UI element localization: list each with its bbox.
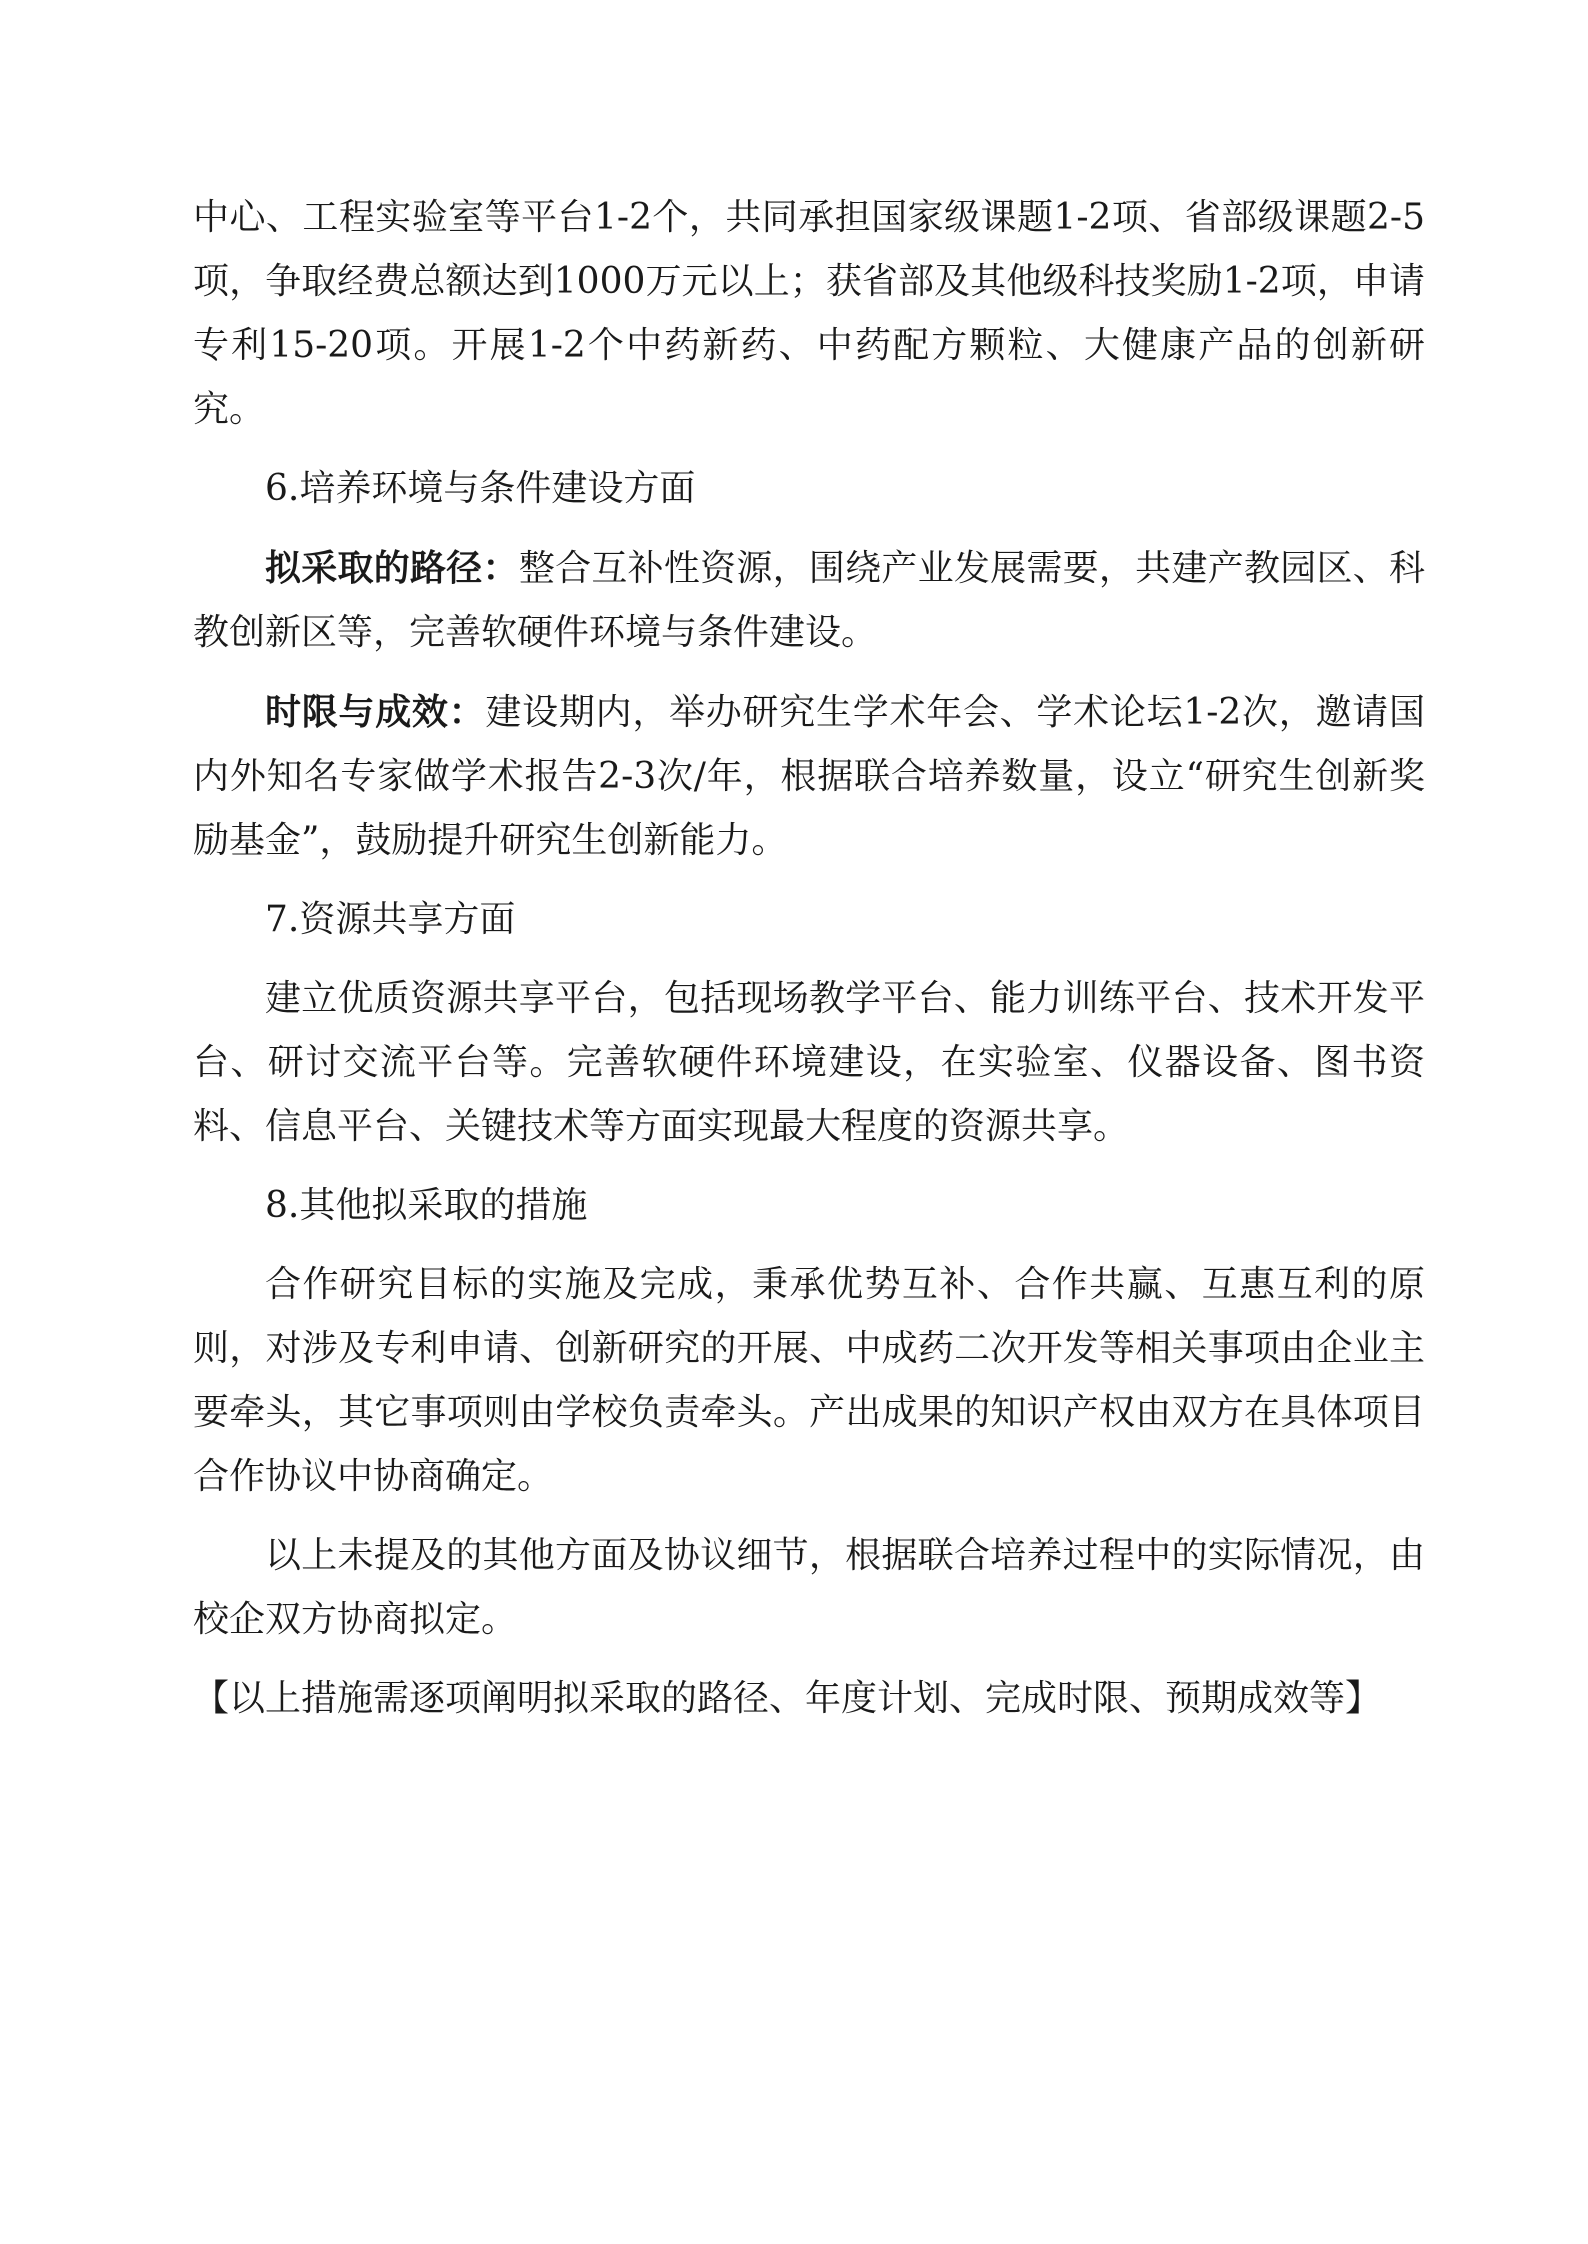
text-path: 整合互补性资源，围绕产业发展需要，共建产教园区、科教创新区等，完善软硬件环境与条件建设。 [193, 548, 1425, 653]
paragraph-other-measures: 合作研究目标的实施及完成，秉承优势互补、合作共赢、互惠互利的原则，对涉及专利申请、创新研究的开展、中成药二次开发等相关事项由企业主要牵头，其它事项则由学校负责牵头。产出成果的知识产权由双方在具体项目合作协议中协商确定。 [193, 1264, 1425, 1497]
heading-section-8: 8.其他拟采取的措施 [265, 1185, 588, 1226]
heading-section-6: 6.培养环境与条件建设方面 [265, 468, 696, 509]
paragraph-timeline [193, 680, 1425, 873]
paragraph-research-targets: 中心、工程实验室等平台1-2个，共同承担国家级课题1-2项、省部级课题2-5项，争取经费总额达到1000万元以上；获省部及其他级科技奖励1-2项，申请专利15-20项。开展1-2个中药新药、中药配方颗粒、大健康产品的创新研究。 [193, 197, 1425, 430]
text-timeline: 建设期内，举办研究生学术年会、学术论坛1-2次，邀请国内外知名专家做学术报告2-3次/年，根据联合培养数量，设立“研究生创新奖励基金”，鼓励提升研究生创新能力。 [193, 692, 1425, 861]
paragraph-path [193, 536, 1425, 665]
label-timeline: 时限与成效： [265, 691, 486, 733]
label-path: 拟采取的路径： [265, 547, 519, 589]
paragraph-other-details: 以上未提及的其他方面及协议细节，根据联合培养过程中的实际情况，由校企双方协商拟定。 [193, 1535, 1425, 1640]
paragraph-instruction-note: 【以上措施需逐项阐明拟采取的路径、年度计划、完成时限、预期成效等】 [193, 1678, 1382, 1719]
document-body [193, 186, 1425, 1746]
paragraph-resource-sharing: 建立优质资源共享平台，包括现场教学平台、能力训练平台、技术开发平台、研讨交流平台等。完善软硬件环境建设，在实验室、仪器设备、图书资料、信息平台、关键技术等方面实现最大程度的资源共享。 [193, 978, 1425, 1147]
heading-section-7: 7.资源共享方面 [265, 899, 516, 940]
